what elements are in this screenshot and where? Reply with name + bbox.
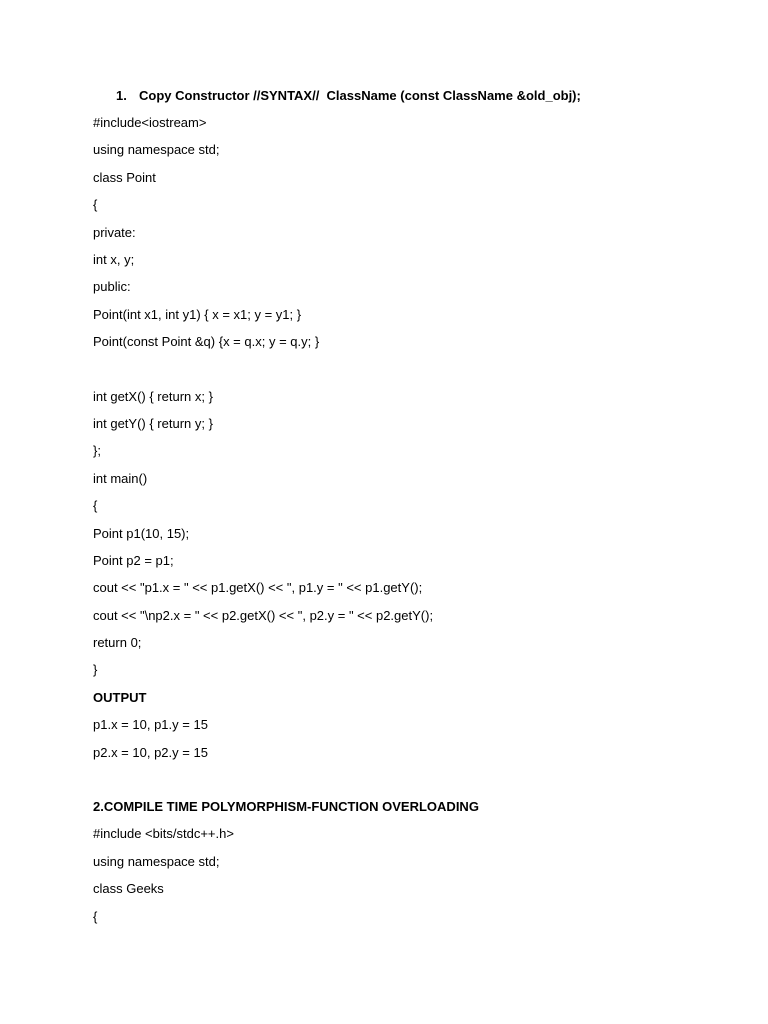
code-line: int getX() { return x; } bbox=[93, 389, 213, 404]
code-line: #include<iostream> bbox=[93, 115, 207, 130]
code-line: using namespace std; bbox=[93, 854, 220, 869]
code-line: public: bbox=[93, 279, 131, 294]
code-line: int main() bbox=[93, 471, 148, 486]
code-line: } bbox=[93, 662, 98, 677]
code-line: cout << "\np2.x = " << p2.getX() << ", p2.y = " << p2.getY(); bbox=[93, 608, 434, 623]
code-line: int x, y; bbox=[93, 252, 135, 267]
code-line: }; bbox=[93, 443, 101, 458]
code-line: private: bbox=[93, 225, 136, 240]
code-line: { bbox=[93, 197, 98, 212]
section1-heading bbox=[116, 88, 581, 104]
code-line: Point p1(10, 15); bbox=[93, 526, 190, 541]
code-line: Point(const Point &q) {x = q.x; y = q.y; } bbox=[93, 334, 320, 349]
section1-title: Copy Constructor //SYNTAX// ClassName (const ClassName &old_obj); bbox=[139, 88, 581, 103]
code-line: using namespace std; bbox=[93, 142, 220, 157]
output-line: p1.x = 10, p1.y = 15 bbox=[93, 717, 208, 732]
code-line: class Geeks bbox=[93, 881, 164, 896]
code-line: { bbox=[93, 498, 98, 513]
code-line: cout << "p1.x = " << p1.getX() << ", p1.y = " << p1.getY(); bbox=[93, 580, 423, 595]
code-line: { bbox=[93, 909, 98, 924]
code-line: return 0; bbox=[93, 635, 142, 650]
output-line: p2.x = 10, p2.y = 15 bbox=[93, 745, 208, 760]
output-label: OUTPUT bbox=[93, 690, 147, 705]
code-line: Point(int x1, int y1) { x = x1; y = y1; } bbox=[93, 307, 302, 322]
code-line: Point p2 = p1; bbox=[93, 553, 174, 568]
section1-number: 1. bbox=[116, 88, 127, 103]
code-line: class Point bbox=[93, 170, 156, 185]
section2-heading: 2.COMPILE TIME POLYMORPHISM-FUNCTION OVERLOADING bbox=[93, 799, 479, 814]
code-line: int getY() { return y; } bbox=[93, 416, 213, 431]
code-line: #include <bits/stdc++.h> bbox=[93, 826, 234, 841]
